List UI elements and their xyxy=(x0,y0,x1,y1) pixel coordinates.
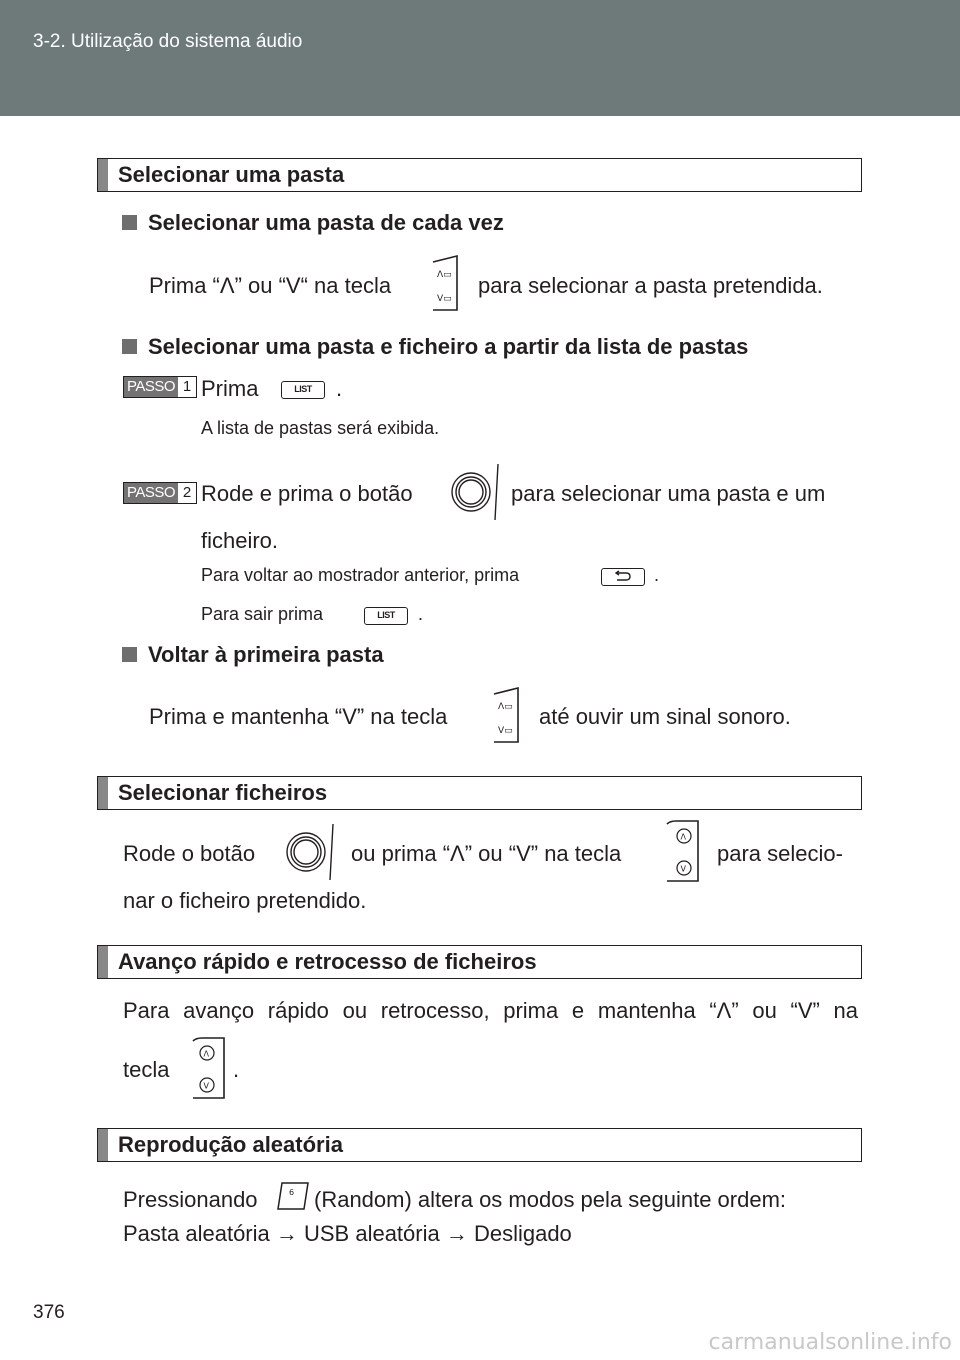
random-button-label: 6 xyxy=(289,1188,295,1197)
body-text: Pasta aleatória → USB aleatória → Desligado xyxy=(123,1221,572,1246)
step-note: Para sair prima xyxy=(201,604,324,624)
svg-text:Λ: Λ xyxy=(680,832,686,842)
subsection-title: Voltar à primeira pasta xyxy=(122,642,384,668)
step-note: . xyxy=(654,565,660,585)
bullet-square-icon xyxy=(122,215,137,230)
step-badge: PASSO 1 xyxy=(123,376,197,398)
step-note: . xyxy=(418,604,424,624)
svg-text:Λ: Λ xyxy=(203,1049,209,1059)
step-text: Rode e prima o botão xyxy=(201,481,413,506)
body-text: ou prima “Λ” ou “V” na tecla xyxy=(351,841,622,866)
step-text: ficheiro. xyxy=(201,528,279,553)
subsection-title: Selecionar uma pasta e ficheiro a partir da lista de pastas xyxy=(122,334,748,360)
svg-text:Λ▭: Λ▭ xyxy=(437,270,452,280)
svg-text:V▭: V▭ xyxy=(437,294,452,304)
step-note: Para voltar ao mostrador anterior, prima xyxy=(201,565,520,585)
step-text: Prima xyxy=(201,376,259,401)
section-title-bar xyxy=(97,776,862,810)
list-button-icon: LIST xyxy=(364,607,408,625)
step-badge: PASSO 2 xyxy=(123,482,197,504)
section-title: Avanço rápido e retrocesso de ficheiros xyxy=(118,949,537,974)
knob-icon xyxy=(283,822,339,882)
svg-text:V: V xyxy=(203,1081,209,1091)
body-text: Para avanço rápido ou retrocesso, prima e mantenha “Λ” ou “V” na xyxy=(123,998,858,1023)
seek-folder-switch-icon xyxy=(422,252,464,314)
seek-folder-switch-icon xyxy=(483,684,525,746)
random-button-icon xyxy=(276,1181,310,1211)
body-text: Pressionando xyxy=(123,1187,258,1212)
breadcrumb: 3-2. Utilização do sistema áudio xyxy=(33,31,303,52)
page-header xyxy=(0,0,960,116)
body-text: para selecionar a pasta pretendida. xyxy=(478,273,823,298)
step-text: . xyxy=(336,376,343,401)
bullet-square-icon xyxy=(122,647,137,662)
page-number: 376 xyxy=(33,1302,65,1323)
body-text: (Random) altera os modos pela seguinte ordem: xyxy=(314,1187,787,1212)
svg-text:V▭: V▭ xyxy=(498,726,513,736)
section-title-bar xyxy=(97,1128,862,1162)
up-down-switch-icon xyxy=(190,1035,232,1101)
body-text: até ouvir um sinal sonoro. xyxy=(539,704,791,729)
up-down-switch-icon xyxy=(664,818,706,884)
svg-text:Λ▭: Λ▭ xyxy=(498,702,513,712)
bullet-square-icon xyxy=(122,339,137,354)
body-text: Prima “Λ” ou “V“ na tecla xyxy=(149,273,392,298)
body-text: . xyxy=(233,1057,240,1082)
step-text: para selecionar uma pasta e um xyxy=(511,481,826,506)
knob-icon xyxy=(448,462,504,522)
step-note: A lista de pastas será exibida. xyxy=(201,418,440,438)
svg-text:V: V xyxy=(680,864,686,874)
body-text: tecla xyxy=(123,1057,170,1082)
section-title: Reprodução aleatória xyxy=(118,1132,343,1157)
body-text: Rode o botão xyxy=(123,841,256,866)
body-text: para selecio- xyxy=(717,841,843,866)
section-title: Selecionar ficheiros xyxy=(118,780,328,805)
list-button-icon: LIST xyxy=(281,381,325,399)
body-text: Prima e mantenha “V” na tecla xyxy=(149,704,448,729)
watermark: carmanualsonline.info xyxy=(708,1330,952,1355)
section-title-bar xyxy=(97,158,862,192)
subsection-title: Selecionar uma pasta de cada vez xyxy=(122,210,504,236)
back-arrow-icon xyxy=(602,569,643,584)
back-button-icon xyxy=(601,568,645,586)
body-text: nar o ficheiro pretendido. xyxy=(123,888,367,913)
section-title-bar xyxy=(97,945,862,979)
section-title: Selecionar uma pasta xyxy=(118,162,345,187)
